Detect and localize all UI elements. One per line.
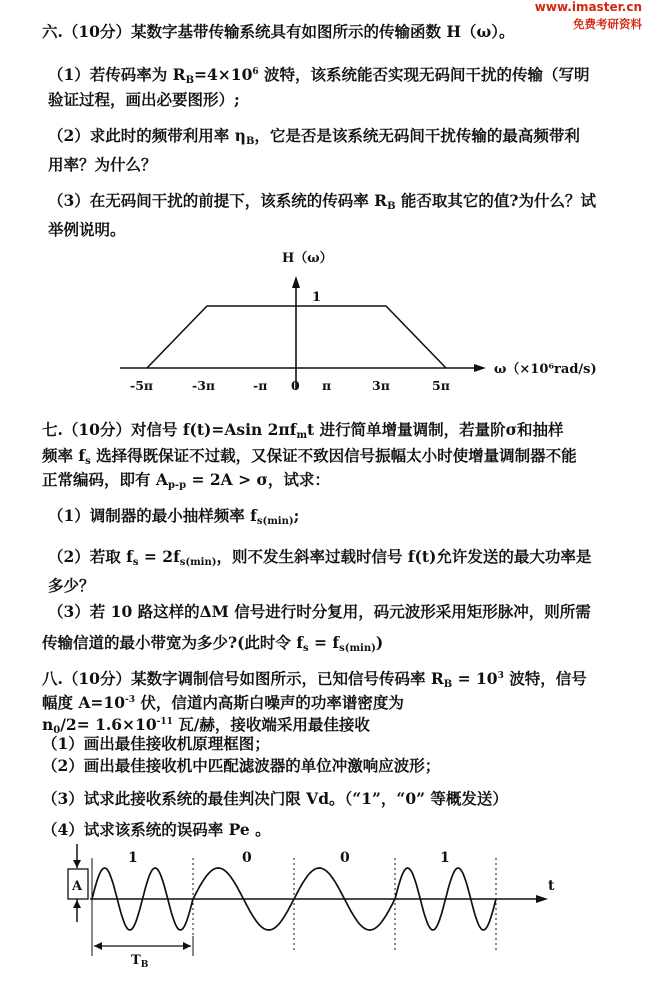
time-label: t [548, 878, 555, 894]
q8-intro-line3: $n_0/2= 1.6\times 10^{-11}$ 瓦/赫，接收端采用最佳接收 [42, 715, 370, 736]
modulated-signal-figure [0, 838, 648, 982]
q7-part2-line2: 多少？ [48, 576, 95, 595]
bit-label: 0 [242, 850, 252, 866]
period-arrow-left [94, 942, 102, 950]
q6-intro: 六.（10分）某数字基带传输系统具有如图所示的传输函数 H（ω）。 [42, 22, 515, 41]
time-axis-arrow [536, 895, 548, 903]
q6-part2-line2: 用率？为什么？ [48, 155, 157, 174]
watermark-site: www.imaster.cn [534, 0, 642, 14]
amplitude-arrowhead-down [73, 860, 81, 868]
period-arrow-right [183, 942, 191, 950]
q7-part1: （1）调制器的最小抽样频率 $f_{s(min)}$; [48, 506, 300, 527]
tick-label: 3π [372, 378, 390, 393]
transfer-function-figure [0, 240, 648, 400]
tick-label: -3π [192, 378, 216, 393]
q8-intro-line2: 幅度 $A=10^{-3}$ 伏，信道内高斯白噪声的功率谱密度为 [42, 693, 404, 712]
q8-part4: （4）试求该系统的误码率 Pe 。 [42, 820, 271, 839]
watermark-slogan: 免费考研资料 [573, 17, 642, 31]
q6-part1-line2: 验证过程，画出必要图形）; [48, 90, 240, 109]
bit-label: 1 [128, 850, 138, 866]
tick-label: -π [253, 378, 268, 393]
tick-label: 5π [432, 378, 450, 393]
q7-part3-line2: 传输信道的最小带宽为多少?(此时令 $f_s = f_{s(min)}$) [42, 633, 384, 654]
bit-label: 1 [440, 850, 450, 866]
q6-part3-line2: 举例说明。 [48, 220, 126, 239]
bit-label: 0 [340, 850, 350, 866]
q7-intro: 七.（10分）对信号 f(t)=Asin $2\pi f_mt$ 进行简单增量调制，若量阶σ和抽样 [42, 420, 564, 441]
peak-label: 1 [312, 290, 322, 305]
q7-part2: （2）若取 $f_s = 2f_{s(min)}$，则不发生斜率过载时信号 f(t)允许发送的最大功率是 [48, 547, 592, 568]
figure-xlabel: ω（×10⁶rad/s) [494, 362, 597, 377]
q7-part3: （3）若 10 路这样的ΔM 信号进行时分复用，码元波形采用矩形脉冲，则所需 [48, 602, 591, 621]
tick-label: -5π [130, 378, 154, 393]
tick-label: 0 [291, 378, 300, 393]
y-axis-arrow [292, 276, 300, 288]
tick-label: π [322, 378, 332, 393]
amplitude-label: A [72, 879, 83, 894]
period-label: $T_B$ [131, 953, 149, 970]
q8-intro: 八.（10分）某数字调制信号如图所示，已知信号传码率 $R_B = 10^3$ 波特，信号 [42, 669, 587, 690]
q6-part2: （2）求此时的频带利用率 $\eta_B$，它是否是该系统无码间干扰传输的最高频带利 [48, 126, 580, 147]
figure-ylabel: H（ω） [282, 251, 333, 266]
amplitude-arrowhead-up [73, 900, 81, 908]
q8-part1: （1）画出最佳接收机原理框图； [42, 734, 270, 753]
q7-intro-line3: 正常编码，即有 $A_{p-p} = 2A > \sigma$，试求： [42, 470, 330, 491]
q8-part3: （3）试求此接收系统的最佳判决门限 Vd。（“1”，“0” 等概发送） [42, 789, 508, 808]
q7-intro-line2: 频率 $f_s$ 选择得既保证不过载，又保证不致因信号振幅太小时使增量调制器不能 [42, 446, 577, 467]
x-axis-arrow [474, 364, 486, 372]
q8-part2: （2）画出最佳接收机中匹配滤波器的单位冲激响应波形； [42, 756, 441, 775]
q6-part1: （1）若传码率为 $R_B=4\times 10^6$ 波特，该系统能否实现无码间干扰的传输（写明 [48, 65, 590, 86]
q6-part3: （3）在无码间干扰的前提下，该系统的传码率 $R_B$ 能否取其它的值?为什么？试 [48, 191, 597, 212]
